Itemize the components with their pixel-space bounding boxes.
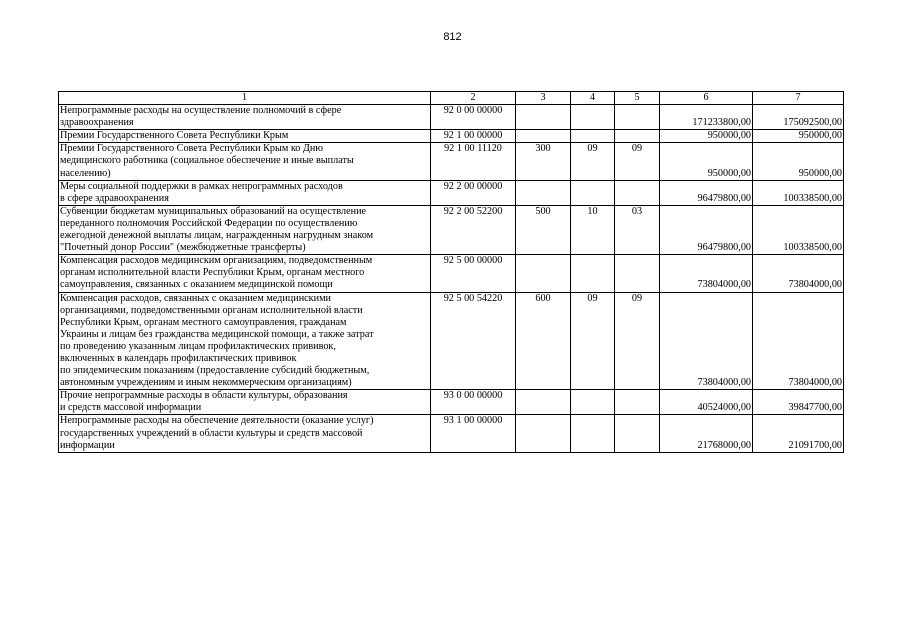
column-header: 3: [516, 92, 571, 105]
expense-type-code-cell: 500: [516, 205, 571, 254]
item-name-cell: Премии Государственного Совета Республики Крым: [59, 130, 431, 143]
table-row: [59, 292, 844, 390]
amount-year-1-cell: 950000,00: [660, 130, 753, 143]
table-row: [59, 205, 844, 254]
subsection-code-cell: [615, 130, 660, 143]
section-code-cell: [571, 180, 615, 205]
subsection-code-cell: [615, 390, 660, 415]
target-article-code-cell: 92 2 00 00000: [431, 180, 516, 205]
item-name-cell: Компенсация расходов медицинским организациям, подведомственным органам исполнительной власти Республики Крым, органам местного самоуправления, связанных с оказанием медицинской помощи: [59, 255, 431, 292]
column-header: 4: [571, 92, 615, 105]
item-name-cell: Непрограммные расходы на осуществление полномочий в сфере здравоохранения: [59, 105, 431, 130]
expense-type-code-cell: [516, 105, 571, 130]
expense-type-code-cell: 600: [516, 292, 571, 390]
subsection-code-cell: [615, 415, 660, 452]
item-name-cell: Премии Государственного Совета Республики Крым ко Дню медицинского работника (социальное обеспечение и иные выплаты населению): [59, 143, 431, 180]
target-article-code-cell: 92 5 00 54220: [431, 292, 516, 390]
section-code-cell: 10: [571, 205, 615, 254]
column-header: 2: [431, 92, 516, 105]
amount-year-2-cell: 73804000,00: [753, 292, 844, 390]
subsection-code-cell: [615, 105, 660, 130]
amount-year-1-cell: 21768000,00: [660, 415, 753, 452]
section-code-cell: [571, 390, 615, 415]
expense-type-code-cell: [516, 415, 571, 452]
target-article-code-cell: 92 1 00 11120: [431, 143, 516, 180]
table-row: [59, 180, 844, 205]
target-article-code-cell: 93 1 00 00000: [431, 415, 516, 452]
section-code-cell: 09: [571, 143, 615, 180]
section-code-cell: [571, 415, 615, 452]
expense-type-code-cell: [516, 255, 571, 292]
expense-type-code-cell: [516, 130, 571, 143]
table-row: [59, 130, 844, 143]
amount-year-2-cell: 73804000,00: [753, 255, 844, 292]
subsection-code-cell: [615, 255, 660, 292]
amount-year-2-cell: 39847700,00: [753, 390, 844, 415]
table-row: [59, 143, 844, 180]
amount-year-1-cell: 96479800,00: [660, 180, 753, 205]
item-name-cell: Компенсация расходов, связанных с оказанием медицинскими организациями, подведомственными органам исполнительной власти Республики Крым, органам местного самоуправления, гражданам Украины и лицам без гражданства медицинской помощи, а также затрат по проведению указанным лицам профилактических прививок, включенных в календарь профилактических прививок по эпидемическим показаниям (предоставление субсидий бюджетным, автономным учреждениям и иным некоммерческим организациям): [59, 292, 431, 390]
column-header: 7: [753, 92, 844, 105]
amount-year-2-cell: 100338500,00: [753, 180, 844, 205]
section-code-cell: [571, 255, 615, 292]
amount-year-2-cell: 100338500,00: [753, 205, 844, 254]
amount-year-2-cell: 175092500,00: [753, 105, 844, 130]
target-article-code-cell: 92 5 00 00000: [431, 255, 516, 292]
section-code-cell: [571, 130, 615, 143]
target-article-code-cell: 92 2 00 52200: [431, 205, 516, 254]
item-name-cell: Субвенции бюджетам муниципальных образований на осуществление переданного полномочия Российской Федерации по осуществлению ежегодной денежной выплаты лицам, награжденным нагрудным знаком "Почетный донор России" (межбюджетные трансферты): [59, 205, 431, 254]
column-header: 1: [59, 92, 431, 105]
amount-year-2-cell: 950000,00: [753, 143, 844, 180]
amount-year-1-cell: 96479800,00: [660, 205, 753, 254]
amount-year-2-cell: 950000,00: [753, 130, 844, 143]
target-article-code-cell: 92 0 00 00000: [431, 105, 516, 130]
target-article-code-cell: 92 1 00 00000: [431, 130, 516, 143]
subsection-code-cell: 09: [615, 292, 660, 390]
item-name-cell: Прочие непрограммные расходы в области культуры, образования и средств массовой информации: [59, 390, 431, 415]
target-article-code-cell: 93 0 00 00000: [431, 390, 516, 415]
expense-type-code-cell: [516, 180, 571, 205]
table-row: [59, 390, 844, 415]
amount-year-1-cell: 171233800,00: [660, 105, 753, 130]
item-name-cell: Меры социальной поддержки в рамках непрограммных расходов в сфере здравоохранения: [59, 180, 431, 205]
section-code-cell: 09: [571, 292, 615, 390]
subsection-code-cell: 09: [615, 143, 660, 180]
budget-table: [58, 91, 844, 453]
table-row: [59, 255, 844, 292]
item-name-cell: Непрограммные расходы на обеспечение деятельности (оказание услуг) государственных учреждений в области культуры и средств массовой информации: [59, 415, 431, 452]
expense-type-code-cell: [516, 390, 571, 415]
table-row: [59, 105, 844, 130]
column-header: 5: [615, 92, 660, 105]
amount-year-2-cell: 21091700,00: [753, 415, 844, 452]
subsection-code-cell: [615, 180, 660, 205]
amount-year-1-cell: 73804000,00: [660, 255, 753, 292]
section-code-cell: [571, 105, 615, 130]
subsection-code-cell: 03: [615, 205, 660, 254]
page-number: 812: [443, 31, 462, 43]
column-header: 6: [660, 92, 753, 105]
amount-year-1-cell: 950000,00: [660, 143, 753, 180]
amount-year-1-cell: 40524000,00: [660, 390, 753, 415]
expense-type-code-cell: 300: [516, 143, 571, 180]
amount-year-1-cell: 73804000,00: [660, 292, 753, 390]
table-header-row: [59, 92, 844, 105]
table-row: [59, 415, 844, 452]
